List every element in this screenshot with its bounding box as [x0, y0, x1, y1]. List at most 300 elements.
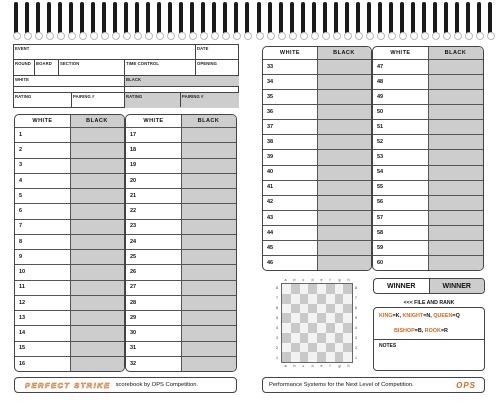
move-table-17-32 — [125, 114, 237, 372]
board-square — [326, 304, 335, 314]
board-square — [343, 352, 352, 362]
spiral-coil — [290, 2, 294, 36]
table-row-line — [15, 325, 124, 326]
chess-board — [281, 283, 353, 363]
table-row-line — [15, 127, 124, 128]
table-row-line — [263, 59, 371, 60]
spiral-coil — [157, 2, 161, 36]
rank-label-left: 5 — [276, 316, 278, 320]
spiral-coil — [367, 2, 371, 36]
board-square — [291, 352, 300, 362]
footer-right — [262, 377, 485, 393]
move-number: 9 — [19, 253, 23, 260]
board-square — [335, 352, 344, 362]
move-number: 34 — [267, 78, 274, 85]
move-number: 38 — [267, 139, 274, 146]
board-square — [326, 284, 335, 294]
column-header-black: BLACK — [333, 50, 355, 56]
board-square — [317, 333, 326, 343]
column-header-white: WHITE — [279, 50, 301, 56]
table-row-line — [126, 341, 236, 342]
spiral-coil — [455, 2, 459, 36]
move-number: 10 — [19, 269, 26, 276]
spiral-coil — [168, 2, 172, 36]
board-square — [282, 352, 291, 362]
table-row-line — [126, 295, 236, 296]
spiral-coil — [477, 2, 481, 36]
board-square — [291, 323, 300, 333]
spiral-coil — [389, 2, 393, 36]
move-number: 45 — [267, 244, 274, 251]
spiral-coil — [433, 2, 437, 36]
table-row-line — [263, 225, 371, 226]
spiral-coil — [301, 2, 305, 36]
board-square — [308, 352, 317, 362]
rank-label-left: 2 — [276, 346, 278, 350]
move-number: 31 — [130, 345, 137, 352]
board-square — [300, 343, 309, 353]
rank-label-left: 1 — [276, 356, 278, 360]
board-square — [335, 343, 344, 353]
table-row-line — [15, 188, 124, 189]
table-row-line — [126, 280, 236, 281]
spiral-coil — [69, 2, 73, 36]
board-square — [291, 294, 300, 304]
move-number: 47 — [377, 63, 384, 70]
move-number: 57 — [377, 214, 384, 221]
board-square — [282, 343, 291, 353]
piece-legend-row-2: BISHOP=B, ROOK=R — [394, 328, 448, 334]
rank-label-right: 2 — [355, 346, 357, 350]
move-number: 41 — [267, 184, 274, 191]
spiral-coil — [345, 2, 349, 36]
winner-box — [373, 278, 485, 294]
spiral-coil — [201, 2, 205, 36]
black-column-shade — [317, 47, 371, 270]
move-number: 23 — [130, 223, 137, 230]
spiral-coil — [223, 2, 227, 36]
move-number: 46 — [267, 259, 274, 266]
file-label-bottom: d — [311, 364, 314, 368]
table-row-line — [263, 210, 371, 211]
table-row-line — [15, 264, 124, 265]
rank-label-left: 6 — [276, 306, 278, 310]
table-row-line — [15, 219, 124, 220]
file-label-top: f — [329, 278, 331, 282]
column-header-white: WHITE — [32, 118, 53, 124]
move-number: 48 — [377, 78, 384, 85]
spiral-binding — [0, 0, 500, 42]
file-label-bottom: c — [302, 364, 305, 368]
column-header-black: BLACK — [86, 118, 108, 124]
spiral-coil — [135, 2, 139, 36]
move-number: 5 — [19, 192, 23, 199]
rank-label-left: 3 — [276, 336, 278, 340]
board-square — [308, 323, 317, 333]
file-label-bottom: g — [338, 364, 341, 368]
spiral-coil — [411, 2, 415, 36]
table-row-line — [373, 165, 483, 166]
spiral-coil — [488, 2, 492, 36]
rank-label-right: 3 — [355, 336, 357, 340]
table-row-line — [263, 119, 371, 120]
table-row-line — [126, 158, 236, 159]
spiral-coil — [466, 2, 470, 36]
spiral-coil — [312, 2, 316, 36]
board-square — [282, 294, 291, 304]
column-header-black: BLACK — [444, 50, 467, 56]
table-row-line — [373, 59, 483, 60]
date-label: DATE — [197, 46, 209, 51]
spiral-coil — [47, 2, 51, 36]
board-square — [282, 304, 291, 314]
board-square — [317, 294, 326, 304]
file-label-bottom: e — [320, 364, 323, 368]
board-square — [343, 313, 352, 323]
table-row-line — [15, 280, 124, 281]
move-number: 37 — [267, 124, 274, 131]
move-number: 27 — [130, 284, 137, 291]
move-number: 58 — [377, 229, 384, 236]
board-square — [343, 284, 352, 294]
board-square — [308, 304, 317, 314]
spiral-coil — [179, 2, 183, 36]
opening-label: OPENING — [197, 61, 218, 66]
table-row-line — [373, 180, 483, 181]
board-square — [282, 284, 291, 294]
board-square — [308, 294, 317, 304]
board-square — [326, 352, 335, 362]
file-label-top: d — [311, 278, 314, 282]
winner-white: WINNER — [374, 279, 430, 293]
white-pairing-label: PAIRING # — [73, 94, 95, 99]
table-row-line — [263, 89, 371, 90]
move-number: 1 — [19, 131, 23, 138]
black-name-shade — [125, 75, 239, 86]
board-square — [317, 343, 326, 353]
board-square — [317, 352, 326, 362]
file-rank-note: <<< FILE AND RANK — [403, 300, 455, 306]
table-row-line — [126, 173, 236, 174]
move-number: 56 — [377, 199, 384, 206]
board-square — [317, 304, 326, 314]
move-number: 3 — [19, 162, 23, 169]
board-square — [300, 313, 309, 323]
board-square — [291, 284, 300, 294]
table-row-line — [15, 158, 124, 159]
right-page — [256, 40, 492, 396]
move-number: 13 — [19, 314, 26, 321]
move-number: 24 — [130, 238, 137, 245]
rook-label: ROOK — [424, 328, 441, 334]
table-row-line — [373, 195, 483, 196]
move-number: 35 — [267, 93, 274, 100]
move-number: 54 — [377, 169, 384, 176]
spiral-coil — [25, 2, 29, 36]
move-number: 51 — [377, 124, 384, 131]
table-row-line — [126, 249, 236, 250]
file-label-bottom: b — [293, 364, 296, 368]
move-number: 40 — [267, 169, 274, 176]
table-row-line — [373, 255, 483, 256]
table-row-line — [126, 310, 236, 311]
move-number: 17 — [130, 131, 137, 138]
table-row-line — [263, 149, 371, 150]
board-square — [343, 304, 352, 314]
spiral-coil — [102, 2, 106, 36]
left-page — [8, 40, 244, 396]
board-square — [335, 294, 344, 304]
ops-logo: OPS — [456, 380, 476, 390]
move-number: 49 — [377, 93, 384, 100]
spiral-coil — [14, 2, 18, 36]
board-square — [308, 313, 317, 323]
board-square — [308, 333, 317, 343]
column-header-white: WHITE — [390, 50, 411, 56]
table-row-line — [373, 210, 483, 211]
table-row-line — [15, 234, 124, 235]
rank-label-right: 8 — [355, 286, 357, 290]
table-row-line — [126, 219, 236, 220]
table-row-line — [373, 149, 483, 150]
spiral-coil — [80, 2, 84, 36]
spiral-coil — [400, 2, 404, 36]
piece-legend-row-1: KING=K, KNIGHT=N, QUEEN=Q — [379, 313, 460, 319]
table-row-line — [263, 104, 371, 105]
table-row-line — [126, 203, 236, 204]
move-number: 4 — [19, 177, 23, 184]
table-row-line — [373, 119, 483, 120]
board-square — [308, 284, 317, 294]
board-square — [308, 343, 317, 353]
file-label-top: b — [293, 278, 296, 282]
board-square — [335, 333, 344, 343]
move-number: 28 — [130, 299, 137, 306]
rank-label-right: 5 — [355, 316, 357, 320]
spiral-coil — [378, 2, 382, 36]
table-row-line — [15, 341, 124, 342]
file-label-bottom: h — [347, 364, 350, 368]
board-square — [335, 313, 344, 323]
board-label: BOARD — [36, 61, 52, 66]
bishop-label: BISHOP — [394, 328, 415, 334]
table-row-line — [126, 264, 236, 265]
move-number: 21 — [130, 192, 137, 199]
move-number: 8 — [19, 238, 23, 245]
move-number: 15 — [19, 345, 26, 352]
table-row-line — [15, 310, 124, 311]
board-square — [291, 333, 300, 343]
move-number: 52 — [377, 139, 384, 146]
move-number: 2 — [19, 147, 23, 154]
rank-label-left: 4 — [276, 326, 278, 330]
board-square — [300, 284, 309, 294]
board-square — [282, 313, 291, 323]
file-label-top: g — [338, 278, 341, 282]
table-row-line — [15, 142, 124, 143]
table-row-line — [126, 188, 236, 189]
spiral-coil — [234, 2, 238, 36]
move-number: 53 — [377, 154, 384, 161]
table-row-line — [373, 240, 483, 241]
footer-right-tagline: Performance Systems for the Next Level of Competition. — [269, 382, 414, 388]
black-player-label: BLACK — [126, 77, 142, 82]
move-number: 43 — [267, 214, 274, 221]
table-row-line — [126, 325, 236, 326]
rank-label-left: 7 — [276, 296, 278, 300]
board-square — [300, 304, 309, 314]
board-square — [291, 313, 300, 323]
black-column-shade — [181, 115, 236, 371]
move-number: 32 — [130, 360, 137, 367]
legend-notes-box — [373, 307, 485, 371]
table-row-line — [15, 203, 124, 204]
move-number: 30 — [130, 330, 137, 337]
round-label: ROUND — [15, 61, 31, 66]
table-row-line — [373, 89, 483, 90]
board-square — [343, 323, 352, 333]
black-column-shade — [428, 47, 483, 270]
footer-left-tagline: scorebook by OPS Competition. — [115, 382, 199, 388]
spiral-coil — [444, 2, 448, 36]
black-pairing-label: PAIRING # — [182, 94, 204, 99]
board-square — [326, 294, 335, 304]
file-label-bottom: f — [329, 364, 331, 368]
move-number: 26 — [130, 269, 137, 276]
move-number: 55 — [377, 184, 384, 191]
board-square — [326, 323, 335, 333]
move-number: 14 — [19, 330, 26, 337]
rank-label-left: 8 — [276, 286, 278, 290]
footer-left — [14, 377, 237, 393]
move-number: 59 — [377, 244, 384, 251]
rank-label-right: 7 — [355, 296, 357, 300]
spiral-coil — [36, 2, 40, 36]
board-square — [335, 323, 344, 333]
black-column-shade — [70, 115, 124, 371]
spiral-coil — [422, 2, 426, 36]
move-number: 7 — [19, 223, 23, 230]
table-row-line — [126, 127, 236, 128]
board-square — [343, 294, 352, 304]
move-table-47-60 — [372, 46, 484, 271]
spiral-coil — [356, 2, 360, 36]
table-row-line — [263, 134, 371, 135]
spiral-coil — [91, 2, 95, 36]
spiral-coil — [279, 2, 283, 36]
spiral-coil — [58, 2, 62, 36]
white-rating-label: RATING — [15, 94, 32, 99]
move-number: 11 — [19, 284, 25, 291]
knight-label: KNIGHT — [402, 313, 424, 319]
spiral-coil — [257, 2, 261, 36]
file-label-bottom: a — [284, 364, 287, 368]
board-square — [326, 313, 335, 323]
table-row-line — [15, 249, 124, 250]
table-row-line — [15, 173, 124, 174]
column-header-black: BLACK — [197, 118, 220, 124]
spiral-coil — [268, 2, 272, 36]
table-row-line — [15, 356, 124, 357]
table-row-line — [373, 225, 483, 226]
move-number: 29 — [130, 314, 137, 321]
notes-label: NOTES — [379, 343, 397, 349]
board-square — [326, 343, 335, 353]
king-label: KING — [379, 313, 393, 319]
move-table-1-16 — [14, 114, 125, 372]
spiral-coil — [323, 2, 327, 36]
file-label-top: a — [284, 278, 287, 282]
rank-label-right: 6 — [355, 306, 357, 310]
white-player-label: WHITE — [15, 77, 29, 82]
queen-label: QUEEN — [433, 313, 453, 319]
move-number: 50 — [377, 109, 384, 116]
file-label-top: c — [302, 278, 305, 282]
event-label: EVENT — [15, 46, 30, 51]
board-square — [335, 284, 344, 294]
rank-label-right: 4 — [355, 326, 357, 330]
board-square — [343, 343, 352, 353]
file-label-top: e — [320, 278, 323, 282]
move-number: 25 — [130, 253, 137, 260]
move-number: 16 — [19, 360, 26, 367]
table-row-line — [126, 234, 236, 235]
move-number: 20 — [130, 177, 137, 184]
move-number: 39 — [267, 154, 274, 161]
move-number: 60 — [377, 259, 384, 266]
winner-black: WINNER — [430, 279, 485, 293]
move-table-33-46 — [262, 46, 372, 271]
table-row-line — [126, 356, 236, 357]
table-row-line — [263, 165, 371, 166]
section-label: SECTION — [60, 61, 80, 66]
board-square — [335, 304, 344, 314]
move-number: 42 — [267, 199, 274, 206]
table-row-line — [263, 180, 371, 181]
board-square — [291, 304, 300, 314]
board-square — [300, 333, 309, 343]
file-label-top: h — [347, 278, 350, 282]
spiral-coil — [245, 2, 249, 36]
move-number: 6 — [19, 208, 23, 215]
board-square — [317, 323, 326, 333]
table-row-line — [263, 255, 371, 256]
column-header-white: WHITE — [143, 118, 164, 124]
table-row-line — [373, 74, 483, 75]
move-number: 33 — [267, 63, 274, 70]
move-number: 19 — [130, 162, 137, 169]
board-square — [291, 343, 300, 353]
board-square — [300, 352, 309, 362]
spiral-coil — [124, 2, 128, 36]
table-row-line — [263, 240, 371, 241]
move-number: 36 — [267, 109, 274, 116]
table-row-line — [263, 74, 371, 75]
table-row-line — [373, 104, 483, 105]
black-rating-label: RATING — [126, 94, 143, 99]
move-number: 18 — [130, 147, 137, 154]
table-row-line — [15, 295, 124, 296]
spiral-coil — [113, 2, 117, 36]
board-square — [300, 323, 309, 333]
board-square — [317, 313, 326, 323]
perfect-strike-logo: PERFECT STRIKE — [25, 380, 111, 390]
move-number: 12 — [19, 299, 26, 306]
board-square — [282, 323, 291, 333]
spiral-coil — [146, 2, 150, 36]
board-square — [326, 333, 335, 343]
time-control-label: TIME CONTROL — [126, 61, 160, 66]
